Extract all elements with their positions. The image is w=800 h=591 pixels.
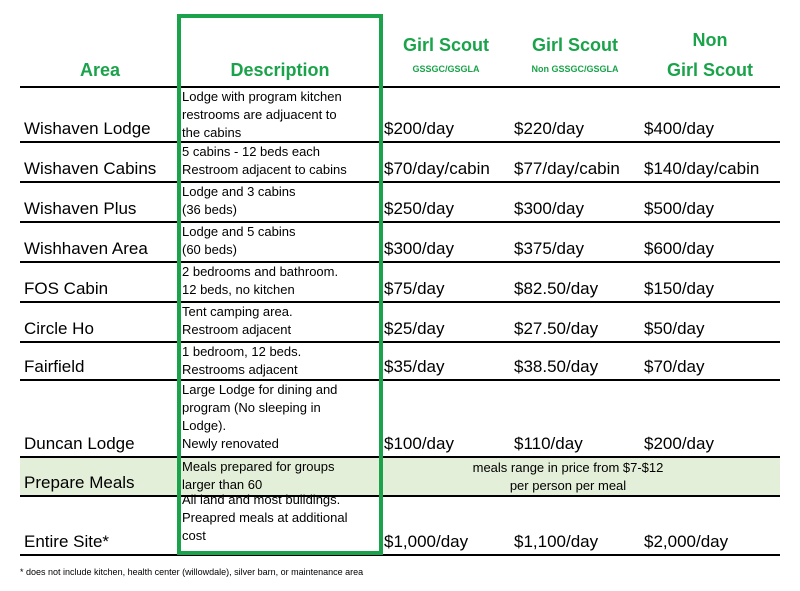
header-col3-title-line1: Non xyxy=(692,30,728,50)
table-row xyxy=(20,183,780,223)
row-description: 2 bedrooms and bathroom. 12 beds, no kitchen xyxy=(182,264,339,297)
row-description: Lodge and 3 cabins (36 beds) xyxy=(182,184,296,217)
row-price-gs-non: $27.50/day xyxy=(514,319,599,338)
row-price-gs: $200/day xyxy=(384,119,454,138)
table-row xyxy=(20,381,780,458)
row-area: Circle Ho xyxy=(24,319,94,338)
row-price-non-gs: $400/day xyxy=(644,119,714,138)
row-area: Wishhaven Area xyxy=(24,239,148,258)
header-col1-title: Girl Scout xyxy=(402,35,489,55)
row-area: Wishaven Plus xyxy=(24,199,137,218)
row-price-gs: $1,000/day xyxy=(384,532,469,551)
meals-price-note: meals range in price from $7-$12 per person per meal xyxy=(472,460,664,493)
row-description: All land and most buildings. Preapred meals at additional cost xyxy=(182,492,348,543)
row-description: Lodge and 5 cabins (60 beds) xyxy=(182,224,296,257)
row-price-gs-non: $38.50/day xyxy=(514,357,599,376)
table-row xyxy=(20,88,780,143)
header-area: Area xyxy=(79,60,121,80)
row-price-gs-non: $110/day xyxy=(514,434,583,453)
row-price-gs-non: $220/day xyxy=(514,119,584,138)
row-description: 5 cabins - 12 beds each Restroom adjacent to cabins xyxy=(182,144,347,177)
header-description: Description xyxy=(230,60,330,80)
row-price-gs: $35/day xyxy=(384,357,445,376)
row-price-gs: $300/day xyxy=(384,239,454,258)
row-price-gs: $250/day xyxy=(384,199,454,218)
row-price-gs: $75/day xyxy=(384,279,445,298)
row-price-gs: $25/day xyxy=(384,319,445,338)
row-price-gs: $70/day/cabin xyxy=(384,159,490,178)
row-description: Tent camping area. Restroom adjacent xyxy=(182,304,293,337)
row-price-gs-non: $1,100/day xyxy=(514,532,599,551)
table-row xyxy=(20,263,780,303)
row-price-non-gs: $600/day xyxy=(644,239,714,258)
row-description: 1 bedroom, 12 beds. Restrooms adjacent xyxy=(182,344,302,377)
row-description: Large Lodge for dining and program (No sleeping in Lodge). Newly renovated xyxy=(182,382,338,451)
row-area: FOS Cabin xyxy=(24,279,109,298)
row-price-gs: $100/day xyxy=(384,434,454,453)
row-price-non-gs: $500/day xyxy=(644,199,714,218)
row-area: Wishaven Cabins xyxy=(24,159,157,178)
table-row xyxy=(20,143,780,183)
row-price-non-gs: $200/day xyxy=(644,434,714,453)
table-row xyxy=(20,223,780,263)
table-row xyxy=(20,492,780,556)
header-col2-title: Girl Scout xyxy=(531,35,618,55)
row-price-non-gs: $140/day/cabin xyxy=(644,159,760,178)
row-area: Prepare Meals xyxy=(24,473,135,492)
row-price-non-gs: $2,000/day xyxy=(644,532,729,551)
row-area: Fairfield xyxy=(24,357,85,376)
row-price-gs-non: $300/day xyxy=(514,199,584,218)
row-description: Meals prepared for groups larger than 60 xyxy=(182,459,335,492)
row-price-gs-non: $82.50/day xyxy=(514,279,599,298)
table-row xyxy=(20,343,780,381)
table-row xyxy=(20,303,780,343)
footnote: * does not include kitchen, health center (willowdale), silver barn, or maintenance area xyxy=(20,567,364,577)
row-area: Duncan Lodge xyxy=(24,434,135,453)
header-col2-subtitle: Non GSSGC/GSGLA xyxy=(531,64,619,74)
row-price-non-gs: $70/day xyxy=(644,357,705,376)
row-price-gs-non: $77/day/cabin xyxy=(514,159,620,178)
table-row-meals xyxy=(20,458,780,497)
row-area: Entire Site* xyxy=(24,532,110,551)
header-col3-title-line2: Girl Scout xyxy=(666,60,753,80)
row-description: Lodge with program kitchen restrooms are adjuacent to the cabins xyxy=(182,89,342,140)
row-price-gs-non: $375/day xyxy=(514,239,584,258)
row-price-non-gs: $50/day xyxy=(644,319,705,338)
row-price-non-gs: $150/day xyxy=(644,279,714,298)
header-col1-subtitle: GSSGC/GSGLA xyxy=(412,64,480,74)
row-area: Wishaven Lodge xyxy=(24,119,151,138)
